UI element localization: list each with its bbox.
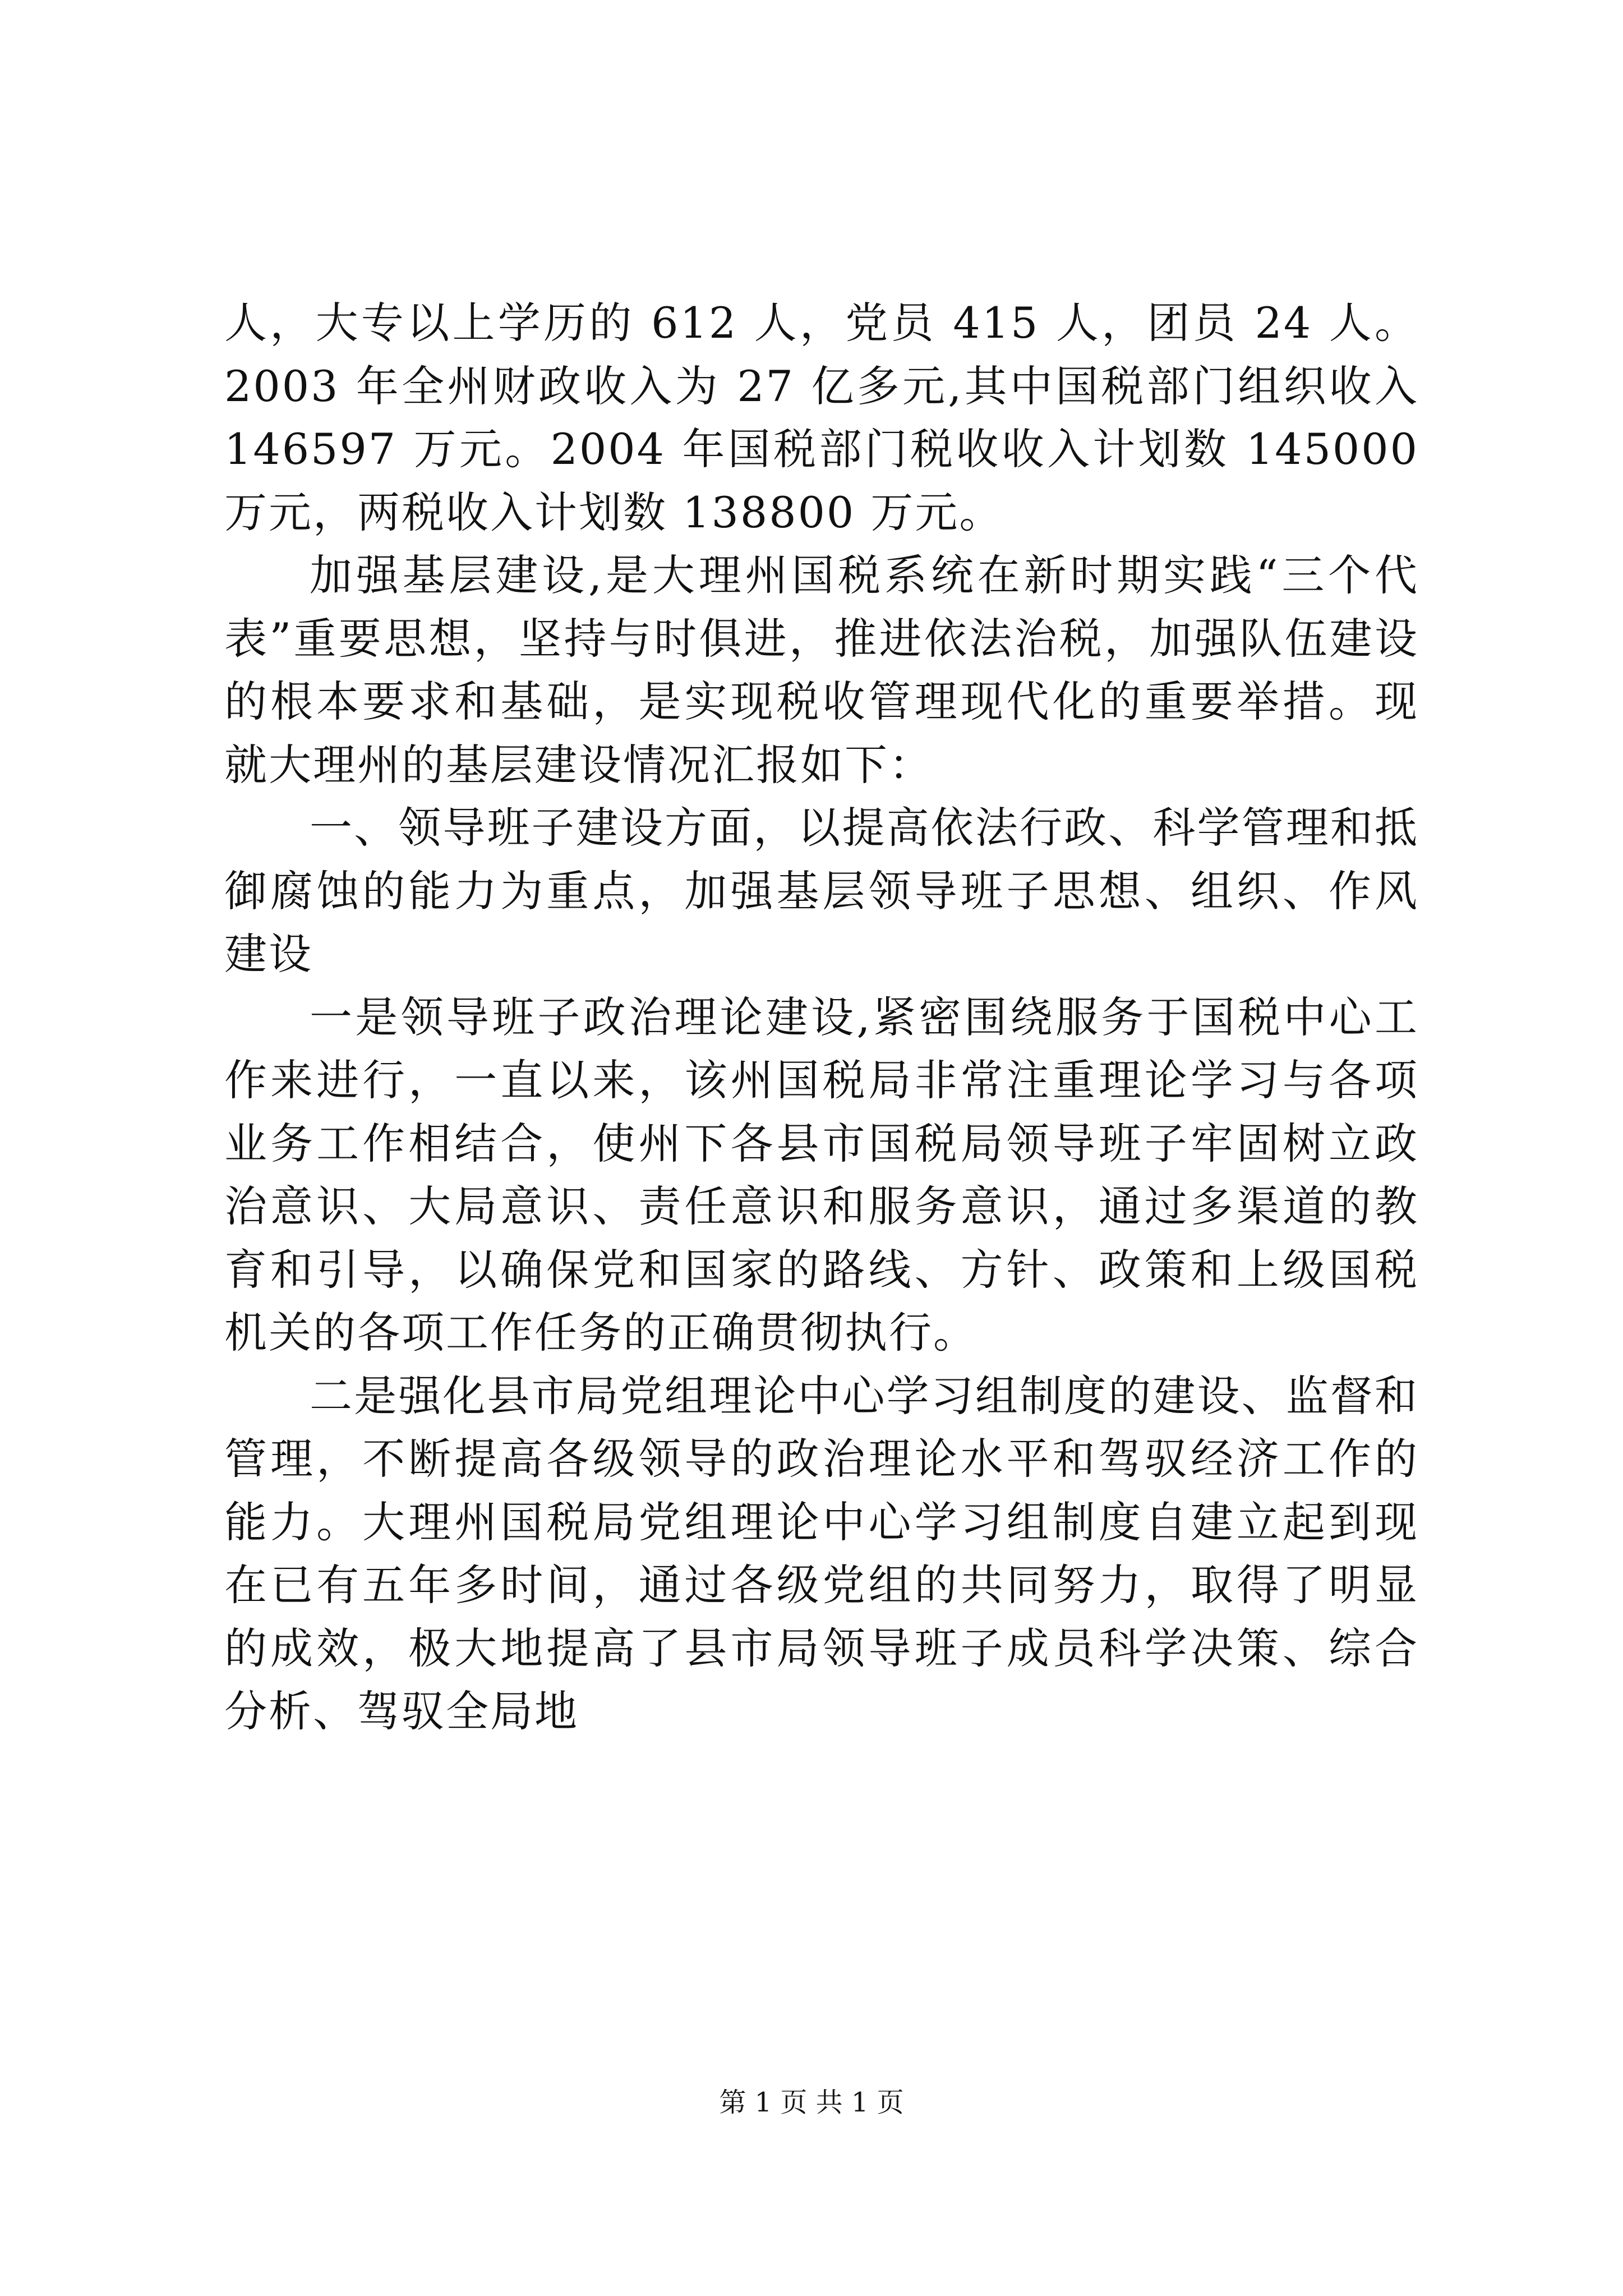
paragraph-section-one-heading: 一、领导班子建设方面，以提高依法行政、科学管理和抵御腐蚀的能力为重点，加强基层领导班子思想、组织、作风建设 xyxy=(224,803,1419,979)
paragraph-staff-and-revenue: 人，大专以上学历的 612 人，党员 415 人，团员 24 人。2003 年全州财政收入为 27 亿多元,其中国税部门组织收入 146597 万元。2004 年国税部门税收收入计划数 145000 万元，两税收入计划数 138800 万元。 xyxy=(224,298,1419,537)
paragraph-point-one: 一是领导班子政治理论建设,紧密围绕服务于国税中心工作来进行，一直以来，该州国税局非常注重理论学习与各项业务工作相结合，使州下各县市国税局领导班子牢固树立政治意识、大局意识、责任意识和服务意识，通过多渠道的教育和引导，以确保党和国家的路线、方针、政策和上级国税机关的各项工作任务的正确贯彻执行。 xyxy=(224,992,1419,1358)
paragraph-point-two: 二是强化县市局党组理论中心学习组制度的建设、监督和管理，不断提高各级领导的政治理论水平和驾驭经济工作的能力。大理州国税局党组理论中心学习组制度自建立起到现在已有五年多时间，通过各级党组的共同努力，取得了明显的成效，极大地提高了县市局领导班子成员科学决策、综合分析、驾驭全局地 xyxy=(224,1370,1419,1736)
page-number-footer: 第 1 页 共 1 页 xyxy=(719,2087,904,2118)
document-body xyxy=(224,292,1419,1743)
paragraph-grassroots-intro: 加强基层建设,是大理州国税系统在新时期实践“三个代表”重要思想，坚持与时俱进，推进依法治税，加强队伍建设的根本要求和基础，是实现税收管理现代化的重要举措。现就大理州的基层建设情况汇报如下： xyxy=(224,550,1419,790)
